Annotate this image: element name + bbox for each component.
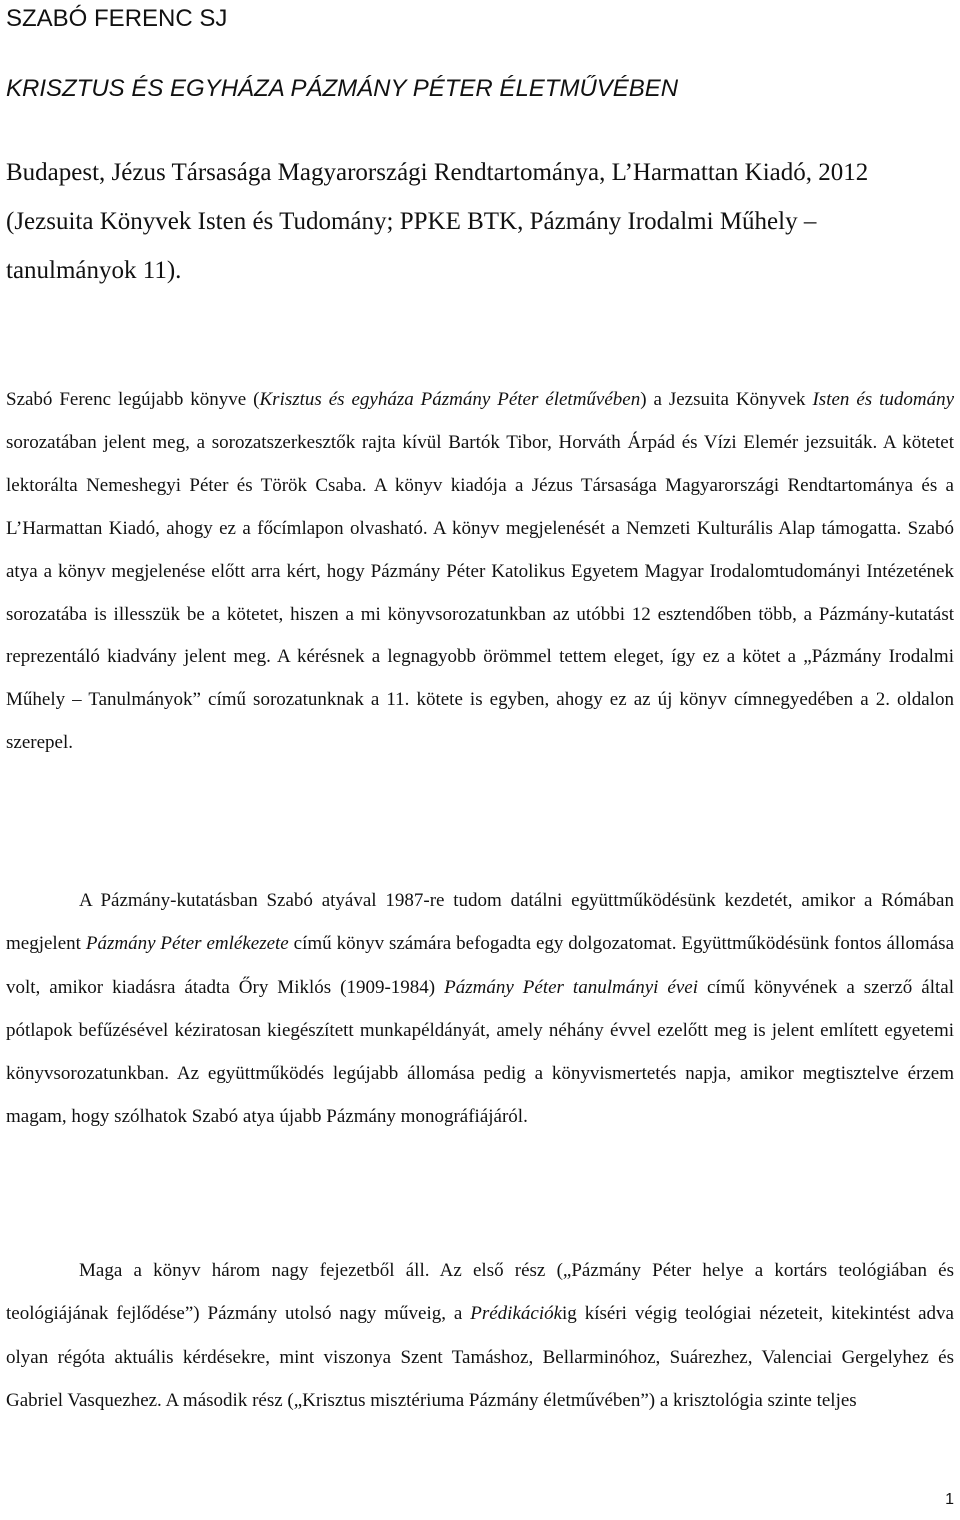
paragraph-2-text-3: című könyvének a szerző által pótlapok befűzésével kéziratosan kiegészített munkapéldányát, amely néhány évvel ezelőtt meg is jelent említett egyetemi könyvsorozatunkban. Az együttműködés legújabb állomása pedig a könyvismertetés napja, amikor megtisztelve érzem magam, hogy szólhatok Szabó atya újabb Pázmány monográfiájáról. <box>6 976 954 1128</box>
paragraph-1-text-1: Szabó Ferenc legújabb könyve ( <box>6 389 260 410</box>
paragraph-3-italic-1: Prédikációk <box>470 1303 563 1325</box>
paragraph-1-text-2: ) a Jezsuita Könyvek <box>640 389 813 410</box>
paragraph-1-italic-1: Krisztus és egyháza Pázmány Péter életművében <box>259 389 641 410</box>
paragraph-2-italic-1: Pázmány Péter emlékezete <box>85 933 289 955</box>
paragraph-2-text-1: A Pázmány-kutatásban Szabó atyával 1987-re tudom datálni együttműködésünk kezdetét, amikor a Rómában megjelent <box>6 890 954 955</box>
page-number: 1 <box>945 1491 954 1508</box>
paragraph-3-text-1: Maga a könyv három nagy fejezetből áll. Az első rész („Pázmány Péter helye a kortárs teológiában és teológiájának fejlődése”) Pázmány utolsó nagy műveig, a <box>6 1260 954 1325</box>
paragraph-1 <box>6 379 954 765</box>
document-page <box>6 0 954 1520</box>
paragraph-2-text-2: című könyv számára befogadta egy dolgozatomat. Együttműködésünk fontos állomása volt, amikor kiadásra átadta Őry Miklós (1909-1984) <box>6 933 955 998</box>
author-name: SZABÓ FERENC SJ <box>6 5 228 32</box>
paragraph-2-italic-2: Pázmány Péter tanulmányi évei <box>444 976 698 998</box>
paragraph-3 <box>6 1249 954 1423</box>
publication-info: Budapest, Jézus Társasága Magyarországi Rendtartománya, L’Harmattan Kiadó, 2012 (Jezsuita Könyvek Isten és Tudomány; PPKE BTK, Pázmány Irodalmi Műhely – tanulmányok 11). <box>6 159 869 284</box>
book-title: KRISZTUS ÉS EGYHÁZA PÁZMÁNY PÉTER ÉLETMŰVÉBEN <box>6 75 679 102</box>
paragraph-2 <box>6 879 954 1139</box>
paragraph-1-italic-2: Isten és tudomány <box>812 389 955 410</box>
paragraph-1-text-3: sorozatában jelent meg, a sorozatszerkesztők rajta kívül Bartók Tibor, Horváth Árpád és Vízi Elemér jezsuiták. A kötetet lektorálta Nemeshegyi Péter és Török Csaba. A könyv kiadója a Jézus Társasága Magyarországi Rendtartománya és a L’Harmattan Kiadó, ahogy ez a főcímlapon olvasható. A könyv megjelenését a Nemzeti Kulturális Alap támogatta. Szabó atya a könyv megjelenése előtt arra kért, hogy Pázmány Péter Katolikus Egyetem Magyar Irodalomtudományi Intézetének sorozatába is illesszük be a kötetet, hiszen a mi könyvsorozatunkban az utóbbi 12 esztendőben több, a Pázmány-kutatást reprezentáló kiadvány jelent meg. A kérésnek a legnagyobb örömmel tettem eleget, így ez a kötet a „Pázmány Irodalmi Műhely – Tanulmányok” című sorozatunknak a 11. kötete is egyben, ahogy ez az új könyv címnegyedében a 2. oldalon szerepel. <box>6 431 954 754</box>
paragraph-3-text-2: ig kíséri végig teológiai nézeteit, kitekintést adva olyan régóta aktuális kérdésekre, mint viszonya Szent Tamáshoz, Bellarminóhoz, Suárezhez, Valenciai Gergelyhez és Gabriel Vasquezhez. A második rész („Krisztus misztériuma Pázmány életművében”) a krisztológia szinte teljes <box>6 1303 954 1412</box>
